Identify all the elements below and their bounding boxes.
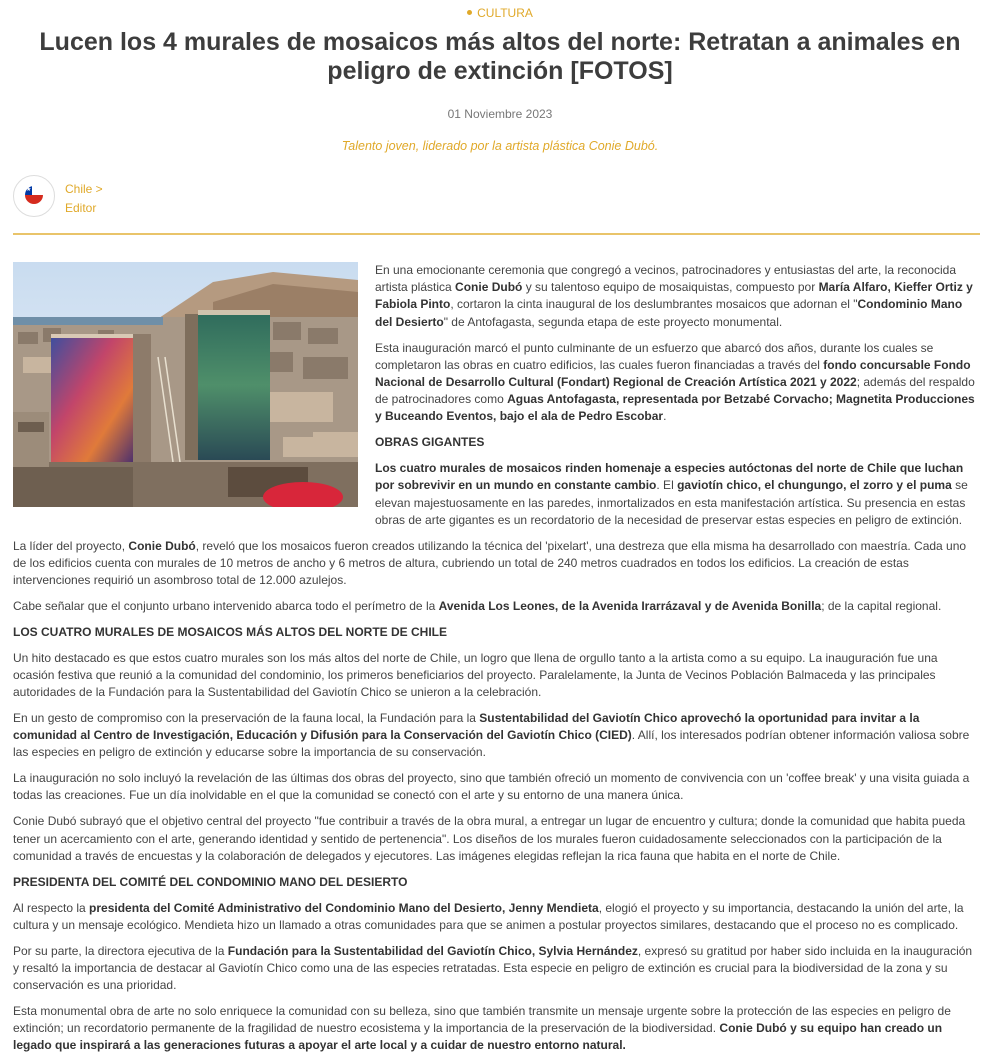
text-run: , cortaron la cinta inaugural de los deslumbrantes mosaicos que adornan el " — [450, 297, 858, 312]
text-run: Cabe señalar que el conjunto urbano intervenido abarca todo el perímetro de la — [13, 598, 439, 613]
bold-text: Aguas Antofagasta, representada por Betzabé Corvacho; Magnetita Producciones y Buceando Eventos, bajo el ala de Pedro Escobar — [375, 392, 975, 424]
text-run: " de Antofagasta, segunda etapa de este proyecto monumental. — [443, 314, 783, 329]
article-paragraph — [13, 650, 981, 702]
article-title: Lucen los 4 murales de mosaicos más altos del norte: Retratan a animales en peligro de extinción [FOTOS] — [39, 28, 961, 85]
bold-text: fondo concursable Fondo Nacional de Desarrollo Cultural (Fondart) Regional de Creación Artística 2021 y 2022 — [375, 357, 971, 389]
text-run: Conie Dubó subrayó que el objetivo central del proyecto "fue contribuir a través de la obra mural, a entregar un lugar de encuentro y cultura; donde la comunidad que habita pueda tener un acercamiento con el arte, generando identidad y sentido de pertenencia". Los diseños de los murales fueron cuidadosamente seleccionados con la participación de la comunidad a través de encuestas y la colaboración de delegados y ejecutores. Las imágenes elegidas reflejan la rica fauna que habita en el norte de Chile. — [13, 814, 966, 863]
article-paragraph — [13, 813, 981, 865]
text-run: , elogió el proyecto y su importancia, destacando la unión del arte, la cultura y un mensaje ecológico. Mendieta hizo un llamado a otras comunidades para que se animen a postular proyectos similares, destacando que el proceso no es complicado. — [13, 900, 964, 932]
bold-text: Conie Dubó — [455, 280, 523, 295]
bold-text: gaviotín chico, el chungungo, el zorro y el puma — [677, 478, 952, 493]
text-run: . El — [656, 478, 678, 493]
chile-flag-icon: ★ — [25, 186, 43, 204]
text-run: Al respecto la — [13, 900, 90, 915]
category-text[interactable]: CULTURA — [477, 6, 533, 20]
text-run: ; de la capital regional. — [821, 598, 942, 613]
article-paragraph — [13, 598, 981, 615]
text-run: ; además del respaldo de patrocinadores como — [375, 374, 975, 407]
section-heading — [13, 624, 981, 641]
photo-spacer — [13, 262, 358, 522]
text-run: Esta monumental obra de arte no solo enriquece la comunidad con su belleza, sino que también transmite un mensaje urgente sobre la protección de las especies en peligro de extinción; un recordatorio permanente de la fragilidad de nuestro ecosistema y la importancia de la preservación de la biodiversidad. — [13, 1003, 951, 1036]
article-date: 01 Noviembre 2023 — [447, 107, 553, 121]
article-paragraph — [13, 943, 981, 995]
section-heading — [13, 874, 981, 891]
article-paragraph — [13, 538, 981, 590]
article-subtitle: Talento joven, liderado por la artista plástica Conie Dubó. — [341, 139, 659, 153]
text-run: La inauguración no solo incluyó la revelación de las últimas dos obras del proyecto, sino que también ofreció un momento de convivencia con un 'coffee break' y una visita guiada a todas las creaciones. Fue un día inolvidable en el que la comunidad se conectó con el arte y su entorno de una manera única. — [13, 771, 970, 803]
category-label[interactable] — [0, 6, 1000, 20]
header-divider — [13, 233, 980, 235]
text-run: . — [663, 409, 667, 424]
bold-text: Condominio Mano del Desierto — [375, 297, 963, 329]
text-run: . Allí, los interesados podrían obtener información valiosa sobre las especies en peligro de extinción y educarse sobre la importancia de su conservación. — [13, 728, 970, 760]
category-dot-icon — [467, 10, 472, 15]
author-name-link[interactable]: Chile > — [65, 182, 103, 196]
text-run: Un hito destacado es que estos cuatro murales son los más altos del norte de Chile, un logro que llena de orgullo tanto a la artista como a su equipo. La inauguración fue una ocasión festiva que reunió a la comunidad del condominio, los primeros beneficiarios del proyecto. Paralelamente, la Junta de Vecinos Población Balmaceda y las principales autoridades de la Fundación para la Sustentabilidad del Gaviotín Chico se unieron a la celebración. — [13, 650, 938, 700]
text-run: OBRAS GIGANTES — [375, 435, 485, 450]
bold-text: María Alfaro, Kieffer Ortiz y Fabiola Pinto — [375, 280, 973, 312]
article-paragraph — [13, 900, 981, 934]
text-run: La líder del proyecto, — [13, 538, 129, 553]
author-avatar[interactable] — [13, 175, 55, 217]
bold-text: Conie Dubó y su equipo han creado un legado que inspirará a las generaciones futuras a apoyar el arte local y a cuidar de nuestro entorno natural. — [13, 1021, 943, 1053]
author-role: Editor — [65, 201, 97, 215]
bold-text: presidenta del Comité Administrativo del Condominio Mano del Desierto, Jenny Mendieta — [89, 900, 599, 915]
text-run: se elevan majestuosamente en las paredes, inmortalizados en esta manifestación artística. Su presencia en estas obras de arte gigantes es un recordatorio de la necesidad de preservar estas especies en peligro de extinción. — [375, 478, 968, 527]
text-run: En un gesto de compromiso con la preservación de la fauna local, la Fundación para la — [13, 710, 480, 725]
text-run: Esta inauguración marcó el punto culminante de un esfuerzo que abarcó dos años, durante los cuales se completaron las obras en cuatro edificios, las cuales fueron financiadas a través del — [375, 340, 934, 372]
bold-text: Sustentabilidad del Gaviotín Chico aprovechó la oportunidad para invitar a la comunidad al Centro de Investigación, Educación y Difusión para la Conservación del Gaviotín Chico (CIED) — [13, 710, 920, 743]
text-run: Por su parte, la directora ejecutiva de la — [13, 943, 228, 958]
text-run: LOS CUATRO MURALES DE MOSAICOS MÁS ALTOS DEL NORTE DE CHILE — [13, 624, 448, 639]
article-paragraph — [13, 770, 981, 804]
text-run: y su talentoso equipo de mosaiquistas, compuesto por — [522, 280, 819, 295]
bold-text: Avenida Los Leones, de la Avenida Irarrázaval y de Avenida Bonilla — [438, 598, 822, 613]
bold-text: Conie Dubó — [128, 538, 196, 553]
text-run: , expresó su gratitud por haber sido incluida en la inauguración y resaltó la importancia de destacar al Gaviotín Chico como una de las especies retratadas. Esta especie en peligro de extinción es crucial para la biodiversidad de la zona y su conservación es una prioridad. — [13, 943, 973, 993]
article-paragraph — [13, 710, 981, 762]
text-run: , reveló que los mosaicos fueron creados utilizando la técnica del 'pixelart', una destreza que ella misma ha desarrollado con maestría. Cada uno de los edificios cuenta con murales de 10 metros de ancho y 6 metros de altura, cubriendo un total de 240 metros cuadrados en todos los edificios. La creación de estas intervenciones requirió un asombroso total de 12.000 azulejos. — [13, 538, 967, 587]
article-paragraph — [13, 1003, 981, 1055]
text-run: En una emocionante ceremonia que congregó a vecinos, patrocinadores y entusiastas del arte, la reconocida artista plástica — [375, 263, 957, 295]
text-run: PRESIDENTA DEL COMITÉ DEL CONDOMINIO MANO DEL DESIERTO — [13, 874, 408, 889]
bold-text: Los cuatro murales de mosaicos rinden homenaje a especies autóctonas del norte de Chile que luchan por sobrevivir en un mundo en constante cambio — [375, 461, 964, 493]
bold-text: Fundación para la Sustentabilidad del Gaviotín Chico, Sylvia Hernández — [227, 943, 638, 958]
article-body — [13, 262, 981, 1063]
